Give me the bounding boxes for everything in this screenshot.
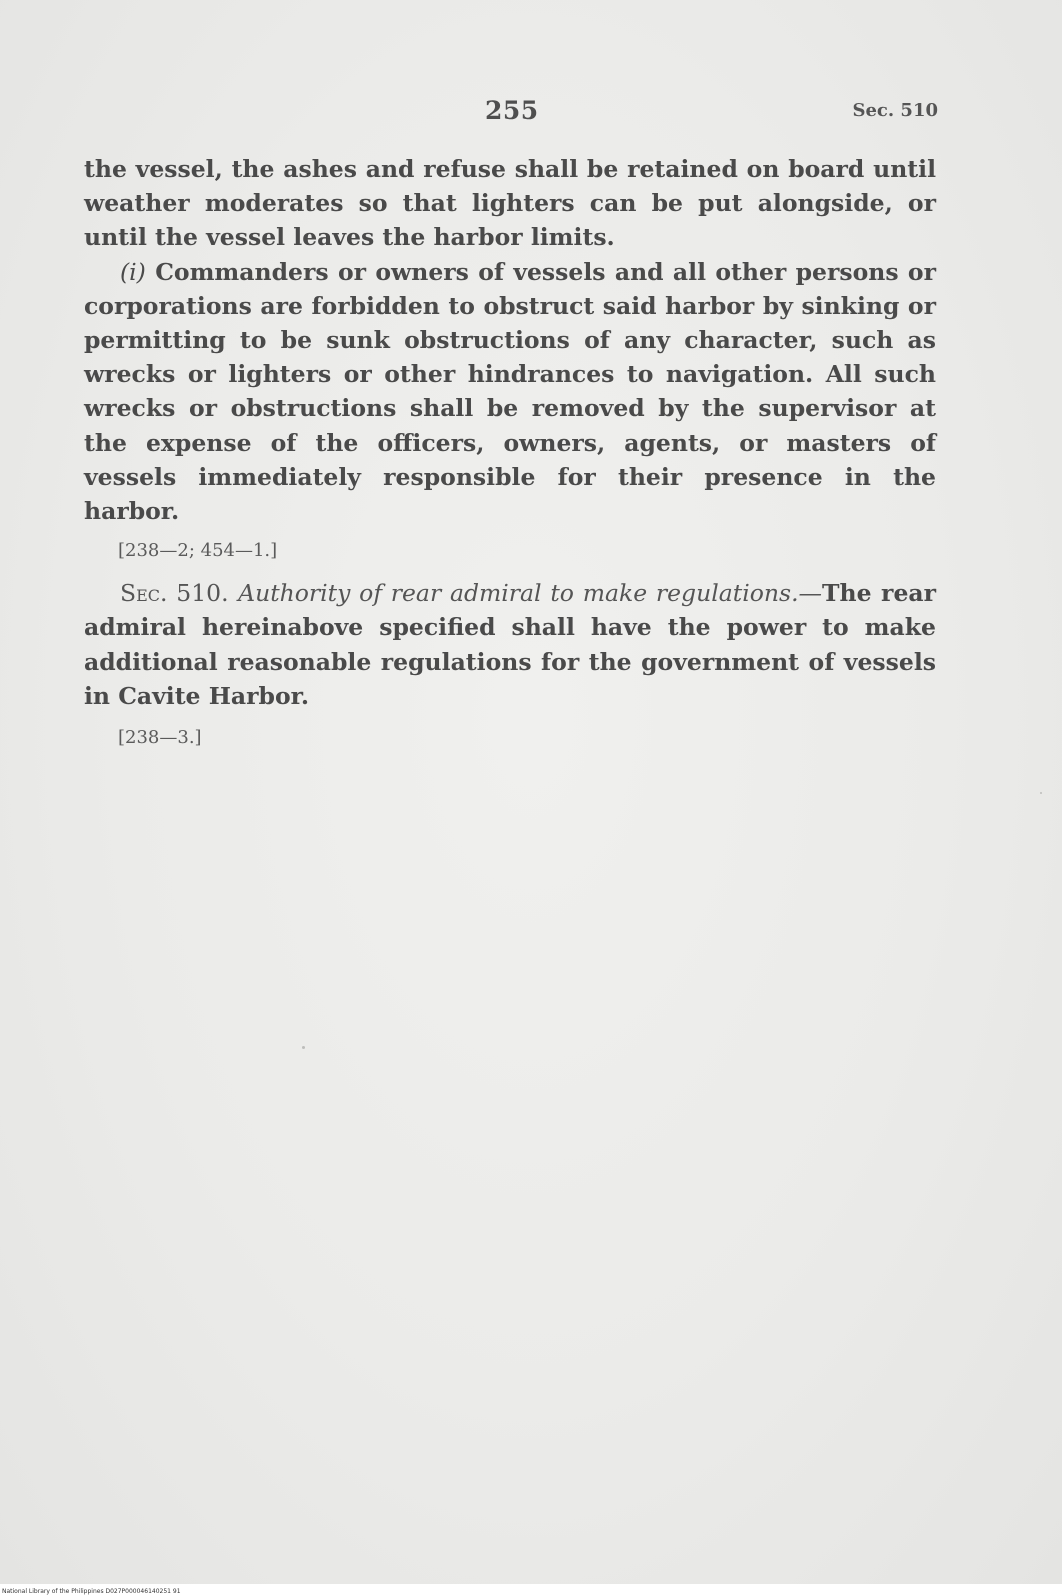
scan-footer-text: National Library of the Philippines D027P000046140251 91 [2, 1588, 181, 1595]
page-number: 255 [485, 96, 539, 125]
paragraph-subsection-i [84, 255, 936, 529]
section-label: Sec. 510. [120, 579, 229, 608]
paper-speck [302, 1046, 305, 1049]
section-body: The rear admiral hereinabove specified shall have the power to make additional reasonable regulations for the government of vessels in Cavite Harbor. [84, 579, 936, 710]
running-section-ref: Sec. 510 [852, 100, 938, 121]
citation-note: [238—2; 454—1.] [118, 540, 278, 562]
page-header [0, 96, 1062, 132]
paper-speck [1040, 792, 1042, 794]
scan-footer [0, 1584, 1062, 1596]
citation-note-2: [238—3.] [118, 727, 202, 749]
body-text [84, 152, 936, 753]
subsection-i-text: Commanders or owners of vessels and all other persons or corporations are forbidden to obstruct said harbor by sinking or permitting to be sunk obstructions of any character, such as wrecks or lighters or other hindrances to navigation. All such wrecks or obstructions shall be removed by the supervisor at the expense of the officers, owners, agents, or masters of vessels immediately responsible for their presence in the harbor. [84, 257, 936, 526]
paragraph-continuation: the vessel, the ashes and refuse shall be retained on board until weather moderates so that lighters can be put alongside, or until the vessel leaves the harbor limits. [84, 155, 936, 252]
section-title: Authority of rear admiral to make regulations.— [238, 579, 823, 608]
subsection-marker: (i) [120, 257, 146, 286]
section-510-paragraph [84, 576, 936, 713]
